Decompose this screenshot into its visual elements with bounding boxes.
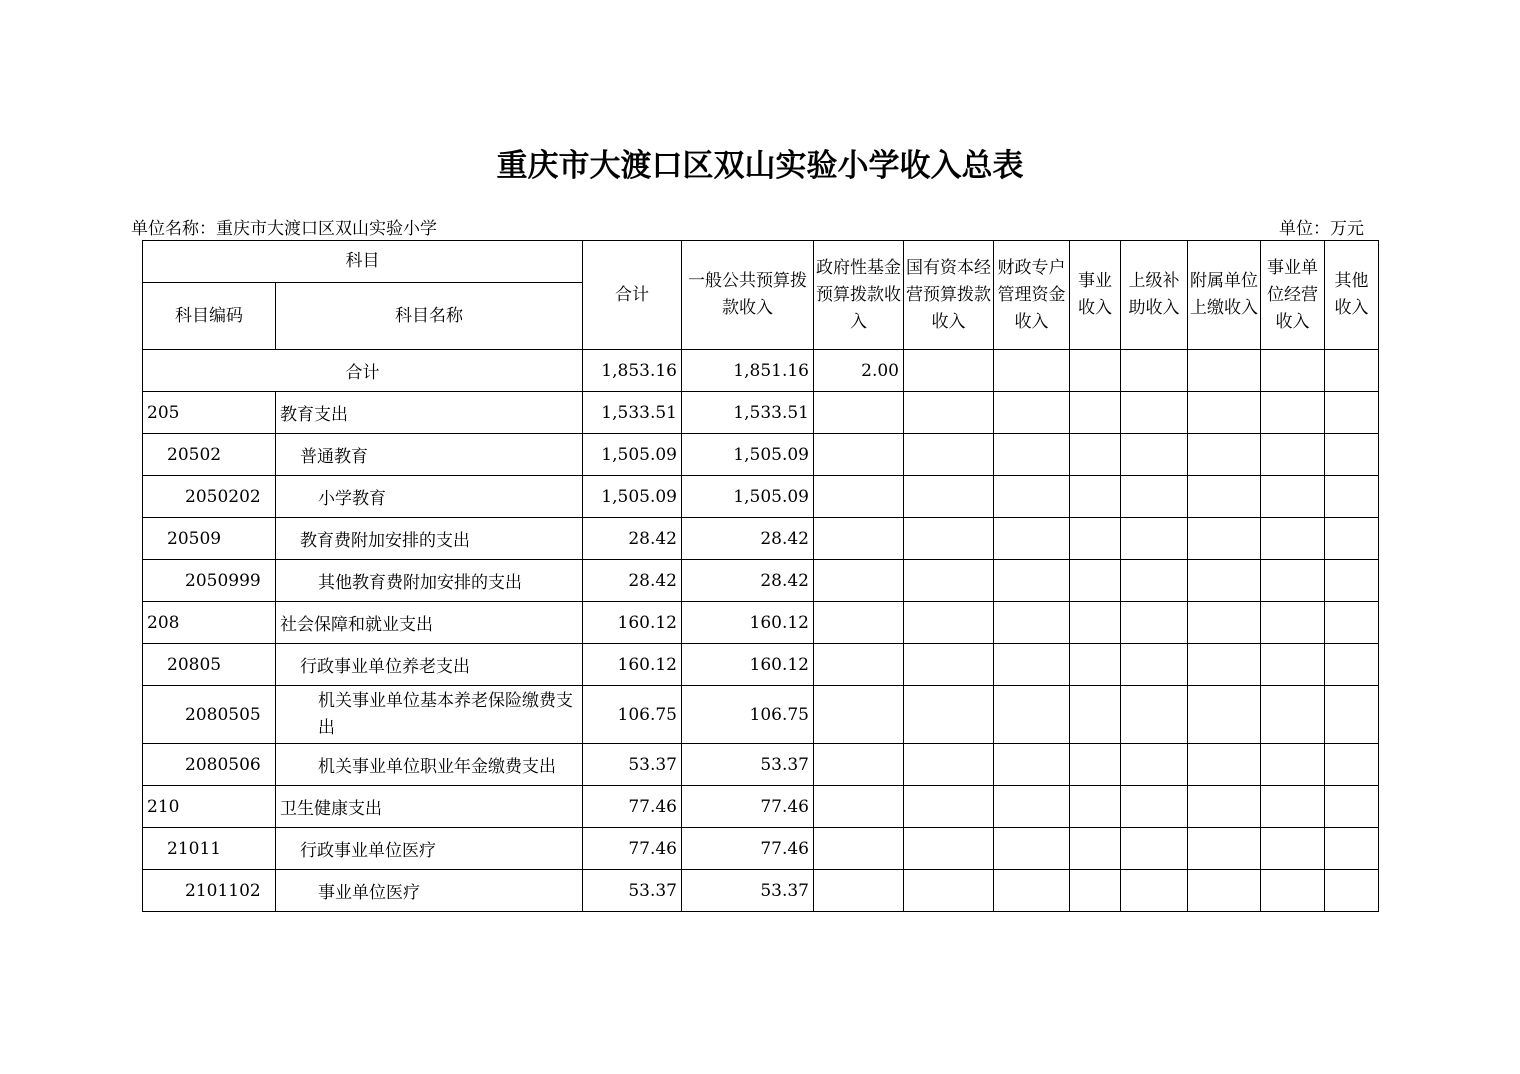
subject-name-cell: 事业单位医疗 — [276, 870, 583, 912]
empty-cell — [994, 350, 1070, 392]
subject-code-cell: 20805 — [143, 644, 276, 686]
empty-cell — [1325, 870, 1379, 912]
table-row — [143, 744, 1379, 786]
subject-name-cell: 行政事业单位养老支出 — [276, 644, 583, 686]
empty-cell — [904, 828, 994, 870]
general-budget-cell: 1,505.09 — [682, 476, 814, 518]
empty-cell — [1325, 786, 1379, 828]
header-state-capital: 国有资本经营预算拨款收入 — [904, 241, 994, 350]
header-affiliated-income: 附属单位上缴收入 — [1188, 241, 1261, 350]
empty-cell — [1325, 392, 1379, 434]
empty-cell — [904, 434, 994, 476]
table-row — [143, 786, 1379, 828]
header-fiscal-special: 财政专户管理资金收入 — [994, 241, 1070, 350]
empty-cell — [814, 518, 904, 560]
empty-cell — [1121, 434, 1188, 476]
empty-cell — [1121, 476, 1188, 518]
empty-cell — [904, 560, 994, 602]
general-budget-cell: 53.37 — [682, 870, 814, 912]
empty-cell — [994, 602, 1070, 644]
empty-cell — [1070, 560, 1121, 602]
empty-cell — [814, 828, 904, 870]
empty-cell — [1261, 870, 1325, 912]
empty-cell — [814, 870, 904, 912]
empty-cell — [1121, 350, 1188, 392]
empty-cell — [994, 392, 1070, 434]
empty-cell — [904, 392, 994, 434]
empty-cell — [1070, 602, 1121, 644]
general-budget-cell: 160.12 — [682, 644, 814, 686]
empty-cell — [904, 870, 994, 912]
empty-cell — [994, 434, 1070, 476]
total-row-gov-fund: 2.00 — [814, 350, 904, 392]
total-cell: 77.46 — [583, 828, 682, 870]
empty-cell — [994, 686, 1070, 744]
table-row — [143, 392, 1379, 434]
subject-code-cell: 2050202 — [143, 476, 276, 518]
total-cell: 1,505.09 — [583, 476, 682, 518]
empty-cell — [1188, 350, 1261, 392]
empty-cell — [1188, 744, 1261, 786]
subject-name-cell: 机关事业单位职业年金缴费支出 — [276, 744, 583, 786]
table-row — [143, 828, 1379, 870]
table-row — [143, 602, 1379, 644]
table-row — [143, 434, 1379, 476]
general-budget-cell: 1,505.09 — [682, 434, 814, 476]
empty-cell — [1261, 644, 1325, 686]
general-budget-cell: 106.75 — [682, 686, 814, 744]
general-budget-cell: 160.12 — [682, 602, 814, 644]
table-row — [143, 560, 1379, 602]
empty-cell — [994, 518, 1070, 560]
empty-cell — [1121, 870, 1188, 912]
header-gov-fund: 政府性基金预算拨款收入 — [814, 241, 904, 350]
subject-code-cell: 210 — [143, 786, 276, 828]
table-row — [143, 686, 1379, 744]
empty-cell — [1261, 518, 1325, 560]
empty-cell — [814, 392, 904, 434]
empty-cell — [1188, 392, 1261, 434]
empty-cell — [994, 870, 1070, 912]
empty-cell — [1261, 786, 1325, 828]
header-subject: 科目 — [143, 241, 583, 283]
total-cell: 160.12 — [583, 644, 682, 686]
empty-cell — [994, 560, 1070, 602]
header-business-income: 事业收入 — [1070, 241, 1121, 350]
subject-code-cell: 20502 — [143, 434, 276, 476]
empty-cell — [1070, 350, 1121, 392]
empty-cell — [814, 560, 904, 602]
total-row-label: 合计 — [143, 350, 583, 392]
general-budget-cell: 53.37 — [682, 744, 814, 786]
empty-cell — [1070, 476, 1121, 518]
header-superior-subsidy: 上级补助收入 — [1121, 241, 1188, 350]
empty-cell — [1070, 828, 1121, 870]
table-row — [143, 476, 1379, 518]
unit-name-label: 单位名称：重庆市大渡口区双山实验小学 — [131, 219, 437, 239]
empty-cell — [814, 602, 904, 644]
empty-cell — [1070, 518, 1121, 560]
total-row-total: 1,853.16 — [583, 350, 682, 392]
empty-cell — [994, 644, 1070, 686]
empty-cell — [904, 476, 994, 518]
header-subject-name: 科目名称 — [276, 283, 583, 350]
empty-cell — [1261, 392, 1325, 434]
total-cell: 77.46 — [583, 786, 682, 828]
empty-cell — [814, 434, 904, 476]
empty-cell — [1121, 828, 1188, 870]
empty-cell — [1070, 644, 1121, 686]
empty-cell — [1188, 518, 1261, 560]
empty-cell — [1325, 476, 1379, 518]
empty-cell — [1325, 518, 1379, 560]
empty-cell — [1261, 476, 1325, 518]
empty-cell — [1188, 644, 1261, 686]
subject-code-cell: 21011 — [143, 828, 276, 870]
empty-cell — [1121, 644, 1188, 686]
empty-cell — [1121, 744, 1188, 786]
table-row — [143, 644, 1379, 686]
subject-code-cell: 20509 — [143, 518, 276, 560]
empty-cell — [994, 476, 1070, 518]
empty-cell — [1261, 602, 1325, 644]
empty-cell — [904, 644, 994, 686]
subject-name-cell: 教育费附加安排的支出 — [276, 518, 583, 560]
general-budget-cell: 77.46 — [682, 786, 814, 828]
total-cell: 1,533.51 — [583, 392, 682, 434]
empty-cell — [1188, 560, 1261, 602]
subject-name-cell: 教育支出 — [276, 392, 583, 434]
table-row — [143, 518, 1379, 560]
subject-code-cell: 205 — [143, 392, 276, 434]
empty-cell — [1121, 786, 1188, 828]
empty-cell — [1188, 786, 1261, 828]
general-budget-cell: 28.42 — [682, 518, 814, 560]
empty-cell — [1325, 744, 1379, 786]
empty-cell — [1070, 744, 1121, 786]
empty-cell — [814, 686, 904, 744]
empty-cell — [1261, 434, 1325, 476]
total-cell: 1,505.09 — [583, 434, 682, 476]
header-other-income: 其他收入 — [1325, 241, 1379, 350]
empty-cell — [1121, 560, 1188, 602]
total-cell: 106.75 — [583, 686, 682, 744]
empty-cell — [994, 744, 1070, 786]
header-general-budget: 一般公共预算拨款收入 — [682, 241, 814, 350]
empty-cell — [814, 786, 904, 828]
subject-code-cell: 2050999 — [143, 560, 276, 602]
empty-cell — [1325, 560, 1379, 602]
subject-name-cell: 其他教育费附加安排的支出 — [276, 560, 583, 602]
empty-cell — [1121, 686, 1188, 744]
page-title: 重庆市大渡口区双山实验小学收入总表 — [496, 148, 1024, 184]
empty-cell — [1188, 828, 1261, 870]
empty-cell — [1121, 392, 1188, 434]
general-budget-cell: 28.42 — [682, 560, 814, 602]
empty-cell — [1325, 602, 1379, 644]
subject-name-cell: 社会保障和就业支出 — [276, 602, 583, 644]
total-row-general-budget: 1,851.16 — [682, 350, 814, 392]
total-cell: 53.37 — [583, 744, 682, 786]
header-subject-code: 科目编码 — [143, 283, 276, 350]
general-budget-cell: 77.46 — [682, 828, 814, 870]
empty-cell — [814, 644, 904, 686]
empty-cell — [1121, 518, 1188, 560]
empty-cell — [1070, 434, 1121, 476]
empty-cell — [1325, 686, 1379, 744]
total-cell: 160.12 — [583, 602, 682, 644]
subject-name-cell: 卫生健康支出 — [276, 786, 583, 828]
empty-cell — [1261, 744, 1325, 786]
empty-cell — [1261, 828, 1325, 870]
empty-cell — [1261, 560, 1325, 602]
empty-cell — [1325, 644, 1379, 686]
empty-cell — [904, 786, 994, 828]
subject-code-cell: 208 — [143, 602, 276, 644]
empty-cell — [904, 686, 994, 744]
empty-cell — [994, 828, 1070, 870]
total-cell: 53.37 — [583, 870, 682, 912]
general-budget-cell: 1,533.51 — [682, 392, 814, 434]
empty-cell — [904, 350, 994, 392]
empty-cell — [1070, 870, 1121, 912]
subject-name-cell: 小学教育 — [276, 476, 583, 518]
header-business-operation: 事业单位经营收入 — [1261, 241, 1325, 350]
total-cell: 28.42 — [583, 518, 682, 560]
header-total: 合计 — [583, 241, 682, 350]
subject-name-cell: 行政事业单位医疗 — [276, 828, 583, 870]
empty-cell — [814, 476, 904, 518]
empty-cell — [904, 744, 994, 786]
subject-name-cell: 机关事业单位基本养老保险缴费支出 — [276, 686, 583, 744]
subject-name-cell: 普通教育 — [276, 434, 583, 476]
empty-cell — [1070, 392, 1121, 434]
empty-cell — [1070, 686, 1121, 744]
empty-cell — [1325, 350, 1379, 392]
empty-cell — [1188, 434, 1261, 476]
empty-cell — [1121, 602, 1188, 644]
income-summary-table — [142, 240, 1379, 912]
empty-cell — [904, 602, 994, 644]
total-cell: 28.42 — [583, 560, 682, 602]
subject-code-cell: 2080505 — [143, 686, 276, 744]
total-row — [143, 350, 1379, 392]
empty-cell — [1188, 602, 1261, 644]
currency-unit-label: 单位：万元 — [1279, 219, 1364, 239]
empty-cell — [994, 786, 1070, 828]
empty-cell — [1070, 786, 1121, 828]
empty-cell — [1188, 476, 1261, 518]
empty-cell — [1261, 350, 1325, 392]
empty-cell — [1188, 870, 1261, 912]
empty-cell — [904, 518, 994, 560]
empty-cell — [1325, 434, 1379, 476]
empty-cell — [814, 744, 904, 786]
subject-code-cell: 2101102 — [143, 870, 276, 912]
subject-code-cell: 2080506 — [143, 744, 276, 786]
table-row — [143, 870, 1379, 912]
empty-cell — [1325, 828, 1379, 870]
empty-cell — [1188, 686, 1261, 744]
empty-cell — [1261, 686, 1325, 744]
